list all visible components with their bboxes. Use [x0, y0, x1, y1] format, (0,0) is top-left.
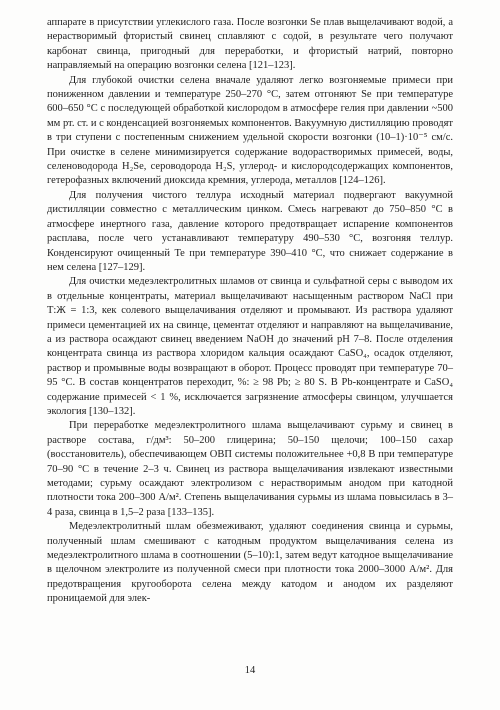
paragraph-6: Медеэлектролитный шлам обезмеживают, удаляют соединения свинца и сурьмы, полученный шлам смешивают с катодным продуктом выщелачивания селена из медеэлектролитного шлама в соотношении (5–10):1, затем ведут катодное выщелачивание в щелочном электролите из полученной смеси при плотности тока 2000–3000 А/м². Для предотвращения кругооборота селена между катодом и анодом их разделяют проницаемой для элек- [47, 521, 453, 605]
paragraph-1: аппарате в присутствии углекислого газа. После возгонки Se плав выщелачивают водой, а нерастворимый фтористый свинец сплавляют с содой, в результате чего получают карбонат свинца, пригодный для переработки, и фтористый натрий, повторно направляемый на операцию возгонки селена [121–123]. [47, 17, 453, 72]
paragraph-5: При переработке медеэлектролитного шлама выщелачивают сурьму и свинец в растворе состава, г/дм³: 50–200 глицерина; 50–150 щелочи; 100–150 сахар (восстановитель), обеспечивающем ОВП системы положительнее +0,8 В при температуре 70–90 °С в течение 2–3 ч. Свинец из раствора выщелачивания извлекают известными методами; сурьму осаждают электролизом с нерастворимым анодом при катодной плотности тока 200–300 А/м². Степень выщелачивания сурьмы из шлама повысилась в 3–4 раза, свинца в 1,5–2 раза [133–135]. [47, 420, 453, 518]
page-number: 14 [244, 665, 256, 676]
paragraph-3: Для получения чистого теллура исходный материал подвергают вакуумной дистилляции совместно с металлическим цинком. Смесь нагревают до 750–850 °С в атмосфере инертного газа, давление которого предотвращает испарение компонентов расплава, после чего устанавливают температуру 490–530 °С, возгоняя теллур. Конденсируют очищенный Te при температуре 390–410 °С, что снижает содержание в нем селена [127–129]. [47, 189, 453, 273]
paragraph-4: Для очистки медеэлектролитных шламов от свинца и сульфатной серы с выводом их в отдельные концентраты, материал выщелачивают насыщенным раствором NaCl при Т:Ж = 1:3, кек солевого выщелачивания отделяют и промывают. Из раствора удаляют примеси цементацией их на свинце, цементат отделяют и направляют на выщелачивание, а из раствора осаждают свинец введением NaOH до значений pH 7–8. После отделения концентрата свинца из раствора хлоридом кальция осаждают CaSO₄, осадок отделяют, раствор и промывные воды возвращают в оборот. Процесс проводят при температуре 70–95 °С. В состав концентратов переходит, %: ≥ 98 Pb; ≥ 80 S. В Pb-концентрате и CaSO₄ содержание примесей < 1 %, исключается загрязнение атмосферы свинцом, улучшается экология [130–132]. [47, 276, 453, 417]
paragraph-2: Для глубокой очистки селена вначале удаляют легко возгоняемые примеси при пониженном давлении и температуре 250–270 °С, затем отгоняют Se при температуре 600–650 °С с последующей обработкой кислородом в атмосфере гелия при давлении ~500 мм рт. ст. и с конденсацией возгоняемых компонентов. Вакуумную дистилляцию проводят в три ступени с постепенным снижением удельной скорости возгонки (10–1)·10⁻⁵ см/с. При очистке в селене минимизируется содержание водорастворимых примесей, воды, селеноводорода H₂Se, сероводорода H₂S, углерод- и кислородсодержащих компонентов, гетерофазных включений диоксида кремния, углерода, металлов [124–126]. [47, 74, 453, 187]
